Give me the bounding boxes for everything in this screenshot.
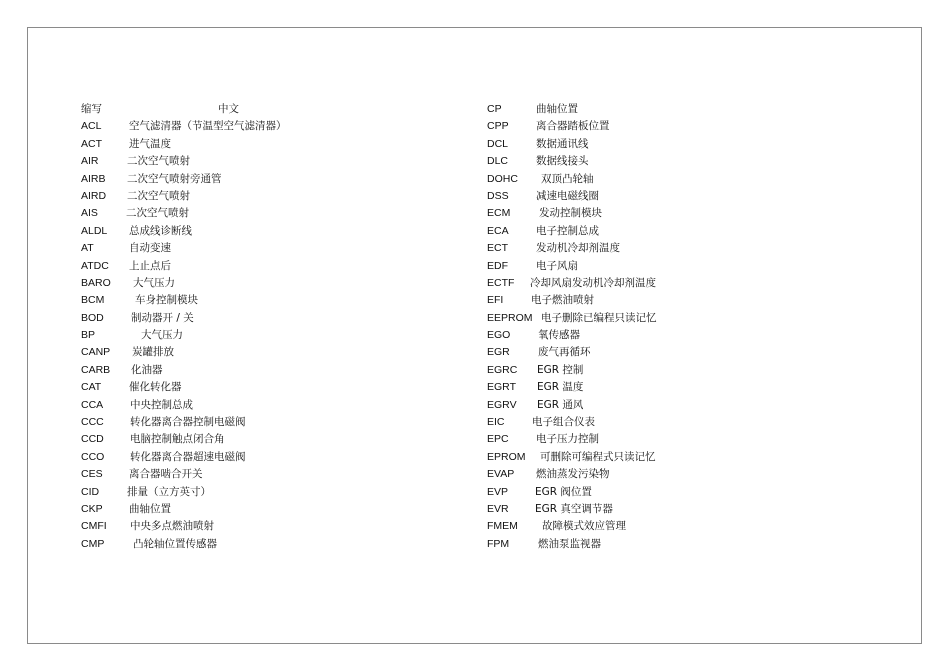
abbreviation: BCM — [81, 294, 105, 307]
chinese-term: 催化转化器 — [129, 381, 182, 394]
list-item — [81, 171, 441, 188]
list-item — [487, 431, 847, 448]
chinese-term: 发动控制模块 — [539, 207, 602, 220]
abbreviation: CCA — [81, 398, 104, 411]
list-item — [487, 292, 847, 309]
chinese-term: 电子删除已编程只读记忆 — [541, 311, 657, 324]
list-item — [81, 518, 441, 535]
list-item — [81, 449, 441, 466]
abbreviation: AT — [81, 242, 94, 255]
list-item — [81, 344, 441, 361]
chinese-term: 中央多点燃油喷射 — [130, 520, 214, 533]
list-item — [81, 205, 441, 222]
abbreviation: CMP — [81, 537, 105, 550]
chinese-term: 可删除可编程式只读记忆 — [540, 450, 656, 463]
chinese-term: EGR 阀位置 — [535, 485, 592, 498]
list-item — [487, 240, 847, 257]
list-item — [487, 258, 847, 275]
abbreviation: CES — [81, 468, 103, 481]
list-item — [81, 466, 441, 483]
chinese-term: 中央控制总成 — [130, 398, 193, 411]
abbreviation: EVR — [487, 502, 509, 515]
abbreviation: EFI — [487, 294, 504, 307]
abbreviation: ACL — [81, 120, 102, 133]
chinese-term: 空气滤清器（节温型空气滤清器） — [129, 120, 287, 133]
chinese-term: EGR 通风 — [537, 398, 584, 411]
list-item — [487, 484, 847, 501]
abbreviation: BP — [81, 329, 96, 342]
chinese-term: 燃油泵监视器 — [538, 537, 601, 550]
chinese-term: 转化器离合器超速电磁阀 — [130, 450, 246, 463]
abbreviation: EIC — [487, 416, 505, 429]
abbreviation: BOD — [81, 311, 104, 324]
chinese-term: 电子燃油喷射 — [531, 294, 594, 307]
abbreviation: EDF — [487, 259, 508, 272]
list-item — [81, 223, 441, 240]
list-item — [81, 431, 441, 448]
list-item — [487, 379, 847, 396]
list-item — [81, 118, 441, 135]
right-column — [487, 101, 847, 553]
chinese-term: 离合器踏板位置 — [536, 120, 610, 133]
abbreviation: EGRC — [487, 363, 518, 376]
list-item — [81, 310, 441, 327]
abbreviation: DSS — [487, 189, 509, 202]
chinese-term: 大气压力 — [141, 329, 183, 342]
abbreviation: ATDC — [81, 259, 109, 272]
chinese-term: 排量（立方英寸） — [127, 485, 211, 498]
abbreviation: CCO — [81, 450, 105, 463]
abbreviation: ECT — [487, 242, 508, 255]
chinese-term: 曲轴位置 — [536, 103, 578, 115]
header-cn: 中文 — [218, 103, 239, 115]
chinese-term: EGR 温度 — [537, 381, 584, 394]
chinese-term: 自动变速 — [129, 242, 171, 255]
list-item — [487, 362, 847, 379]
chinese-term: 凸轮轴位置传感器 — [133, 537, 217, 550]
list-item — [487, 327, 847, 344]
chinese-term: 减速电磁线圈 — [536, 189, 599, 202]
list-item — [81, 484, 441, 501]
list-item — [487, 414, 847, 431]
chinese-term: 燃油蒸发污染物 — [536, 468, 610, 481]
abbreviation: CP — [487, 103, 502, 115]
list-item — [81, 292, 441, 309]
chinese-term: 总成线诊断线 — [129, 224, 192, 237]
chinese-term: 大气压力 — [133, 276, 175, 289]
abbreviation: BARO — [81, 276, 111, 289]
abbreviation: EPC — [487, 433, 509, 446]
list-item — [487, 171, 847, 188]
abbreviation: CMFI — [81, 520, 107, 533]
abbreviation: ECM — [487, 207, 511, 220]
abbreviation: EGRT — [487, 381, 516, 394]
abbreviation: CARB — [81, 363, 111, 376]
chinese-term: 废气再循环 — [538, 346, 591, 359]
list-item — [81, 362, 441, 379]
chinese-term: EGR 控制 — [537, 363, 584, 376]
chinese-term: 二次空气喷射 — [126, 207, 189, 220]
abbreviation: EVAP — [487, 468, 515, 481]
list-item — [487, 205, 847, 222]
chinese-term: 电子组合仪表 — [532, 416, 595, 429]
chinese-term: 制动器开 / 关 — [131, 311, 194, 324]
abbreviation: EGR — [487, 346, 510, 359]
list-item — [81, 240, 441, 257]
list-item — [487, 501, 847, 518]
chinese-term: 电脑控制触点闭合角 — [130, 433, 225, 446]
chinese-term: 进气温度 — [129, 137, 171, 150]
abbreviation: ECA — [487, 224, 509, 237]
chinese-term: 电子压力控制 — [536, 433, 599, 446]
chinese-term: 发动机冷却剂温度 — [536, 242, 620, 255]
list-item — [487, 188, 847, 205]
chinese-term: 故障模式效应管理 — [542, 520, 626, 533]
chinese-term: 数据通讯线 — [536, 137, 589, 150]
list-item — [81, 258, 441, 275]
abbreviation: CPP — [487, 120, 509, 133]
list-item — [81, 397, 441, 414]
list-item — [81, 327, 441, 344]
abbreviation: AIRB — [81, 172, 106, 185]
chinese-term: EGR 真空调节器 — [535, 502, 613, 515]
list-item — [487, 518, 847, 535]
abbreviation: AIRD — [81, 189, 107, 202]
list-item — [81, 379, 441, 396]
list-item — [81, 536, 441, 553]
chinese-term: 转化器离合器控制电磁阀 — [130, 416, 246, 429]
list-item — [81, 414, 441, 431]
list-item — [487, 153, 847, 170]
chinese-term: 离合器啮合开关 — [129, 468, 203, 481]
chinese-term: 双顶凸轮轴 — [541, 172, 594, 185]
abbreviation: CCC — [81, 416, 104, 429]
list-item — [487, 118, 847, 135]
chinese-term: 电子风扇 — [536, 259, 578, 272]
abbreviation: EPROM — [487, 450, 526, 463]
abbreviation: EVP — [487, 485, 509, 498]
abbreviation: CCD — [81, 433, 104, 446]
table-header — [81, 101, 441, 118]
list-item — [487, 310, 847, 327]
abbreviation: DCL — [487, 137, 509, 150]
abbreviation: EGRV — [487, 398, 517, 411]
header-abbr: 缩写 — [81, 103, 102, 115]
list-item — [487, 397, 847, 414]
abbreviation: ACT — [81, 137, 102, 150]
chinese-term: 炭罐排放 — [132, 346, 174, 359]
chinese-term: 二次空气喷射 — [127, 189, 190, 202]
chinese-term: 数据线接头 — [536, 155, 589, 168]
abbreviation: CID — [81, 485, 100, 498]
abbreviation: AIS — [81, 207, 98, 220]
list-item — [487, 536, 847, 553]
list-item — [487, 223, 847, 240]
chinese-term: 二次空气喷射 — [127, 155, 190, 168]
chinese-term: 化油器 — [131, 363, 163, 376]
left-column — [81, 101, 441, 553]
chinese-term: 电子控制总成 — [536, 224, 599, 237]
chinese-term: 氧传感器 — [538, 329, 580, 342]
abbreviation: CANP — [81, 346, 111, 359]
list-item — [487, 101, 847, 118]
chinese-term: 冷却风扇发动机冷却剂温度 — [530, 276, 656, 289]
abbreviation: DLC — [487, 155, 509, 168]
abbreviation: DOHC — [487, 172, 518, 185]
list-item — [487, 275, 847, 292]
list-item — [487, 449, 847, 466]
list-item — [81, 501, 441, 518]
abbreviation: FMEM — [487, 520, 518, 533]
abbreviation: FPM — [487, 537, 510, 550]
list-item — [81, 136, 441, 153]
abbreviation: AIR — [81, 155, 99, 168]
abbreviation: EGO — [487, 329, 511, 342]
abbreviation: ECTF — [487, 276, 515, 289]
chinese-term: 车身控制模块 — [135, 294, 198, 307]
abbreviation: EEPROM — [487, 311, 533, 324]
list-item — [81, 275, 441, 292]
list-item — [81, 153, 441, 170]
list-item — [81, 188, 441, 205]
chinese-term: 二次空气喷射旁通管 — [127, 172, 222, 185]
chinese-term: 上止点后 — [129, 259, 171, 272]
abbreviation: CKP — [81, 502, 103, 515]
list-item — [487, 466, 847, 483]
abbreviation: ALDL — [81, 224, 108, 237]
list-item — [487, 136, 847, 153]
abbreviation: CAT — [81, 381, 102, 394]
chinese-term: 曲轴位置 — [129, 502, 171, 515]
list-item — [487, 344, 847, 361]
